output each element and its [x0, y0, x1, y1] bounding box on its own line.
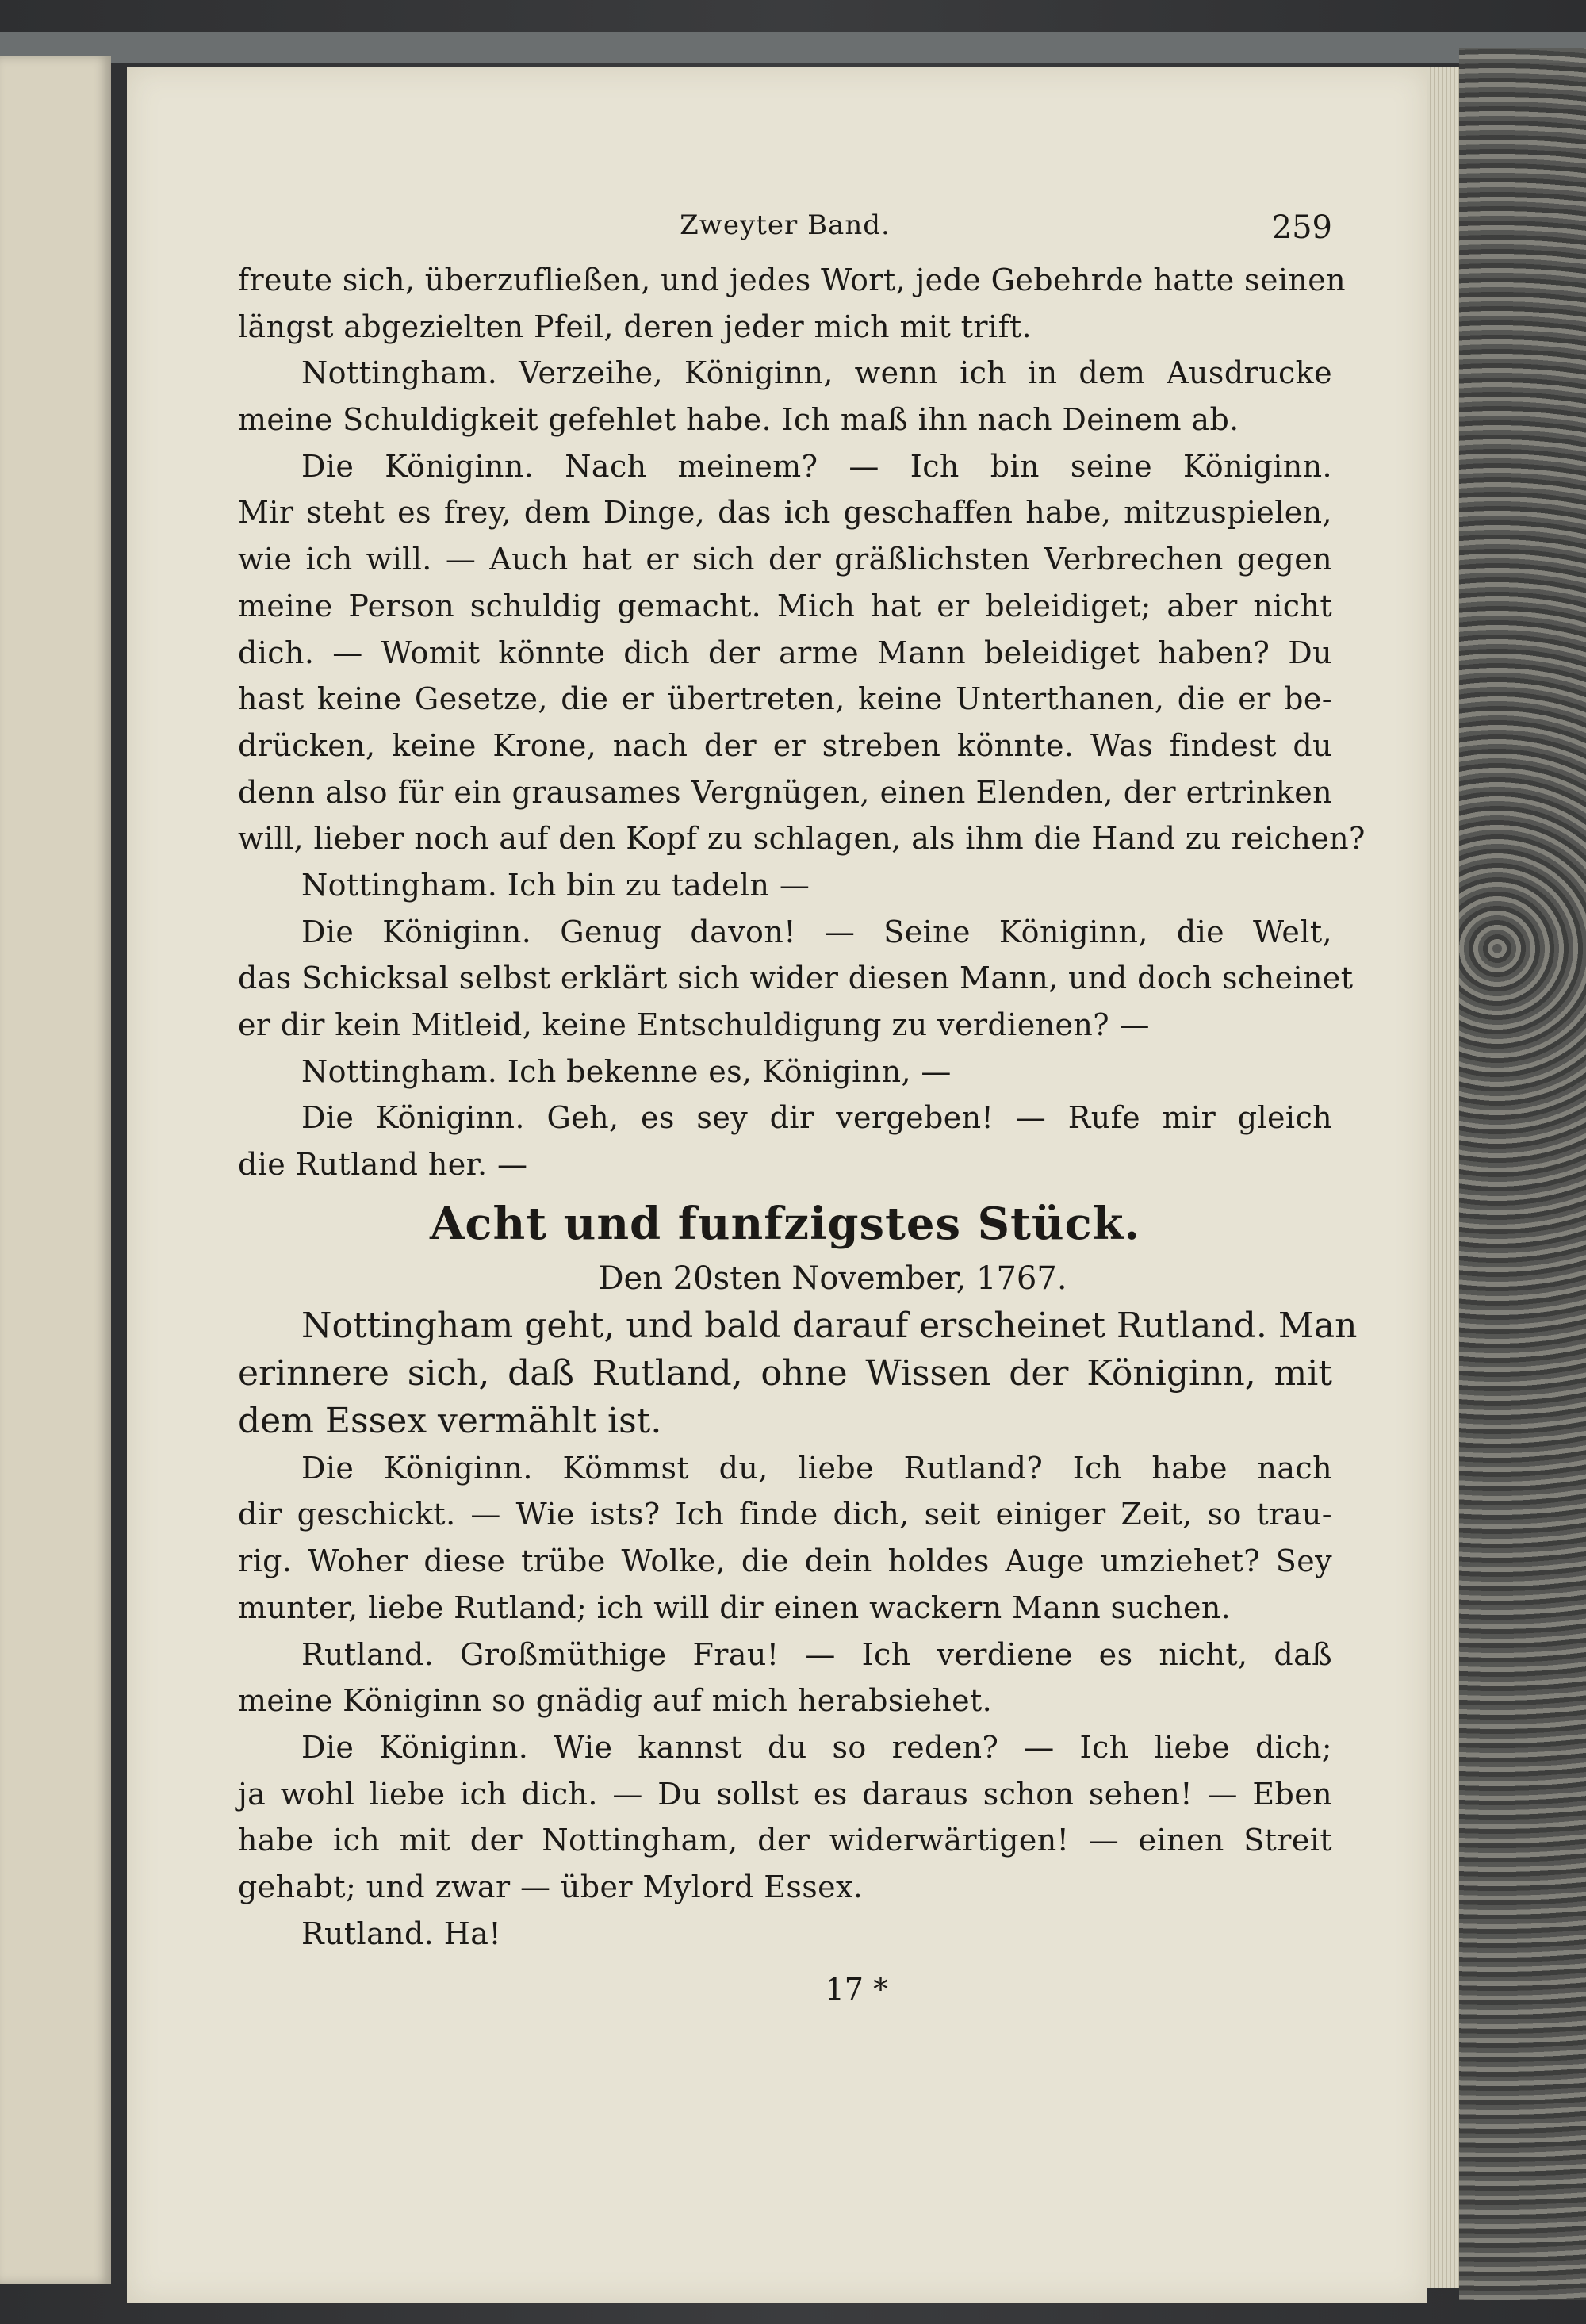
text-line: meine Person schuldig gemacht. Mich hat er beleidiget; aber nicht: [238, 588, 1332, 623]
text-line: meine Schuldigkeit gefehlet habe. Ich maß ihn nach Deinem ab.: [238, 402, 1239, 438]
text-line: Rutland. Großmüthige Frau! — Ich verdiene es nicht, daß: [301, 1636, 1332, 1672]
text-line: Nottingham. Ich bekenne es, Königinn, —: [301, 1053, 952, 1089]
text-line: das Schicksal selbst erklärt sich wider diesen Mann, und doch scheinet: [238, 961, 1354, 996]
stage-direction-line: Nottingham geht, und bald darauf erscheinet Rutland. Man: [301, 1305, 1358, 1346]
text-line: Nottingham. Verzeihe, Königinn, wenn ich in dem Ausdrucke: [301, 355, 1332, 391]
text-line: er dir kein Mitleid, keine Entschuldigung zu verdienen? —: [238, 1007, 1150, 1042]
text-line: meine Königinn so gnädig auf mich herabsiehet.: [238, 1683, 993, 1719]
signature-mark: 17 *: [825, 1972, 888, 2008]
book-top-edge: [0, 32, 1586, 63]
text-line: längst abgezielten Pfeil, deren jeder mich mit trift.: [238, 309, 1032, 344]
text-line: Die Königinn. Geh, es sey dir vergeben! — Rufe mir gleich: [301, 1100, 1332, 1136]
text-line: rig. Woher diese trübe Wolke, die dein holdes Auge umziehet? Sey: [238, 1544, 1332, 1579]
text-line: freute sich, überzufließen, und jedes Wort, jede Gebehrde hatte seinen: [238, 263, 1347, 297]
text-line: will, lieber noch auf den Kopf zu schlagen, als ihm die Hand zu reichen?: [238, 821, 1366, 857]
text-line: dich. — Womit könnte dich der arme Mann beleidiget haben? Du: [238, 635, 1332, 670]
text-line: drücken, keine Krone, nach der er streben könnte. Was findest du: [238, 727, 1332, 763]
text-line: Die Königinn. Wie kannst du so reden? — Ich liebe dich;: [301, 1729, 1332, 1765]
text-line: munter, liebe Rutland; ich will dir einen wackern Mann suchen.: [238, 1590, 1232, 1625]
page-number: 259: [1271, 209, 1332, 246]
text-line: Die Königinn. Kömmst du, liebe Rutland? Ich habe nach: [301, 1450, 1332, 1486]
text-line: wie ich will. — Auch hat er sich der gräßlichsten Verbrechen gegen: [238, 542, 1332, 577]
text-line: dir geschickt. — Wie ists? Ich finde dich, seit einiger Zeit, so trau-: [238, 1497, 1332, 1532]
left-page-edge: [0, 56, 111, 2284]
marbled-cover: [1459, 48, 1586, 2300]
page-text: [238, 209, 1366, 2017]
text-line: ja wohl liebe ich dich. — Du sollst es daraus schon sehen! — Eben: [238, 1776, 1332, 1812]
text-line: Rutland. Ha!: [301, 1916, 501, 1951]
text-line: Mir steht es frey, dem Dinge, das ich geschaffen habe, mitzuspielen,: [238, 495, 1332, 531]
running-title: Zweyter Band.: [680, 209, 891, 241]
text-line: die Rutland her. —: [238, 1147, 528, 1183]
page-header: [238, 209, 1332, 257]
text-line: denn also für ein grausames Vergnügen, einen Elenden, der ertrinken: [238, 774, 1332, 810]
scene-heading: Acht und funfzigstes Stück.: [429, 1197, 1140, 1250]
stage-direction-line: erinnere sich, daß Rutland, ohne Wissen der Königinn, mit: [238, 1352, 1332, 1394]
text-line: hast keine Gesetze, die er übertreten, keine Unterthanen, die er be-: [238, 681, 1332, 717]
stage-direction-line: dem Essex vermählt ist.: [238, 1400, 662, 1441]
text-line: Nottingham. Ich bin zu tadeln —: [301, 867, 810, 903]
text-line: habe ich mit der Nottingham, der widerwärtigen! — einen Streit: [238, 1823, 1332, 1858]
text-line: Die Königinn. Nach meinem? — Ich bin seine Königinn.: [301, 448, 1332, 484]
scene-date: Den 20sten November, 1767.: [598, 1260, 1067, 1297]
book-page: [127, 67, 1427, 2303]
text-line: Die Königinn. Genug davon! — Seine Königinn, die Welt,: [301, 914, 1332, 949]
text-line: gehabt; und zwar — über Mylord Essex.: [238, 1869, 864, 1904]
